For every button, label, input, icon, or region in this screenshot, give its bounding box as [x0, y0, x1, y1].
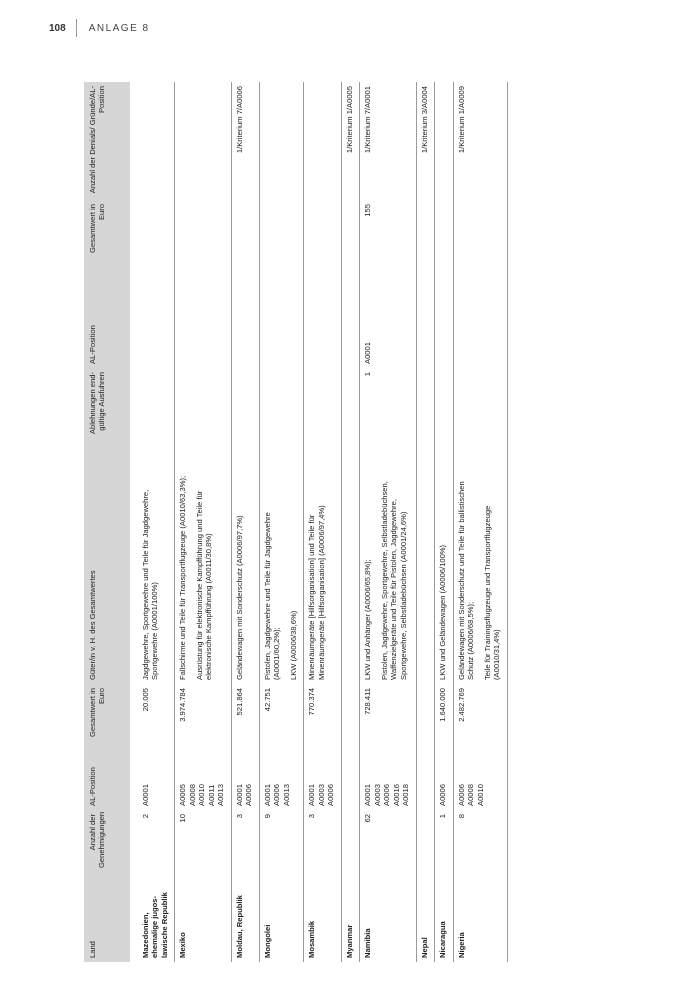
page-number: 108 [49, 22, 66, 34]
cell-gueter [341, 458, 359, 684]
table-row [138, 82, 175, 962]
cell-ablehnungen [175, 368, 231, 458]
cell-ablehnungen [341, 368, 359, 458]
al-code: A0006 [326, 784, 336, 806]
cell-gesamtwert: 1.640.000 [435, 684, 453, 752]
al-code: A0013 [216, 784, 226, 806]
cell-gueter [416, 458, 434, 684]
al-code: A0008 [187, 784, 197, 806]
cell-gueter [453, 458, 507, 684]
col-header-gueter: Güter/in v. H. des Gesamtwertes [84, 458, 130, 684]
cell-al-position-2 [416, 268, 434, 368]
cell-al-position-2: A0001 [360, 268, 416, 368]
gueter-item: Teile für Trainingsflugzeuge und Transportflugzeuge (A0010/31,4%) [482, 505, 502, 680]
gueter-item: Fallschirme und Teile für Transportflugzeuge (A0010/63,3%); [178, 475, 188, 680]
table-header-row [84, 82, 130, 962]
gueter-item: Geländewagen mit Sonderschutz (A0006/97,7%) [234, 515, 244, 680]
cell-gueter [231, 458, 259, 684]
header-divider [76, 19, 77, 37]
col-header-land: Land [84, 872, 130, 962]
col-header-gesamtwert: Gesamtwert in Euro [84, 684, 130, 752]
cell-land: Namibia [360, 872, 416, 962]
cell-al-position-2 [138, 268, 175, 368]
gueter-item: Pistolen, Jagdgewehre und Teile für Jagdgewehre (A0001/60,2%); [262, 512, 282, 680]
cell-anzahl: 9 [259, 810, 303, 872]
col-header-denials: Anzahl der Denials/ Gründe/AL-Position [84, 82, 130, 200]
table-row [304, 82, 341, 962]
cell-anzahl: 3 [304, 810, 341, 872]
gueter-item: Minenräumgeräte [Hilfsorganisation] und Teile für Minenräumgeräte [Hilfsorganisation] (A0006/97,4%) [307, 505, 326, 680]
cell-gesamtwert: 521.864 [231, 684, 259, 752]
cell-gesamtwert: 728.411 [360, 684, 416, 752]
cell-ablehnungen: 1 [360, 368, 416, 458]
gueter-item: LKW und Anhänger (A0006/65,8%); [363, 559, 373, 680]
table-row [435, 82, 453, 962]
cell-land: Nepal [416, 872, 434, 962]
col-header-anzahl: Anzahl der Genehmigungen [84, 810, 130, 872]
table-row [259, 82, 303, 962]
al-code: A0006 [244, 784, 254, 806]
cell-al-position-2 [453, 268, 507, 368]
al-code: A0001 [307, 784, 317, 806]
gueter-item: LKW (A0006/38,6%) [288, 610, 298, 680]
cell-al-position [138, 752, 175, 810]
cell-denials: 1/Kriterium 3/A0004 [416, 82, 434, 200]
cell-anzahl [416, 810, 434, 872]
table-row [360, 82, 416, 962]
cell-ablehnungen [138, 368, 175, 458]
cell-land: Mazedonien, ehemalige jugos-lawische Republik [138, 872, 175, 962]
cell-gesamtwert-2 [416, 200, 434, 268]
al-code: A0006 [456, 784, 466, 806]
cell-denials: 1/Kriterium 1/A0009 [453, 82, 507, 200]
al-code: A0001 [141, 784, 150, 806]
cell-denials: 1/Kriterium 7/A0001 [360, 82, 416, 200]
al-code: A0003 [372, 784, 382, 806]
cell-denials [259, 82, 303, 200]
cell-land: Mongolei [259, 872, 303, 962]
al-code: A0018 [401, 784, 411, 806]
cell-gueter [138, 458, 175, 684]
cell-anzahl: 8 [453, 810, 507, 872]
cell-denials [435, 82, 453, 200]
cell-al-position-2 [175, 268, 231, 368]
gueter-item: Jagdgewehre, Sportgewehre und Teile für Jagdgewehre, Sportgewehre (A0001/100%) [141, 489, 160, 680]
al-code: A0005 [178, 784, 188, 806]
al-code: A0010 [197, 784, 207, 806]
cell-gueter [360, 458, 416, 684]
cell-denials [304, 82, 341, 200]
cell-gesamtwert: 2.482.769 [453, 684, 507, 752]
cell-gesamtwert-2 [435, 200, 453, 268]
al-code: A0001 [262, 784, 272, 806]
cell-gesamtwert: 42.751 [259, 684, 303, 752]
spacer-row [130, 82, 138, 962]
gueter-item: LKW und Geländewagen (A0006/100%) [438, 544, 448, 680]
table-row [175, 82, 231, 962]
al-code: A0008 [466, 784, 476, 806]
cell-al-position [259, 752, 303, 810]
cell-gueter [259, 458, 303, 684]
cell-anzahl: 3 [231, 810, 259, 872]
cell-al-position-2 [259, 268, 303, 368]
cell-gesamtwert: 770.374 [304, 684, 341, 752]
cell-gesamtwert-2 [175, 200, 231, 268]
section-title: ANLAGE 8 [88, 22, 150, 34]
cell-gesamtwert-2 [231, 200, 259, 268]
cell-land: Nicaragua [435, 872, 453, 962]
gueter-item: Geländewagen mit Sonderschutz und Teile für ballistischen Schutz (A0006/68,5%); [456, 481, 476, 680]
col-header-gesamtwert-2: Gesamtwert in Euro [84, 200, 130, 268]
cell-land: Nigeria [453, 872, 507, 962]
col-header-al-position: AL-Position [84, 752, 130, 810]
cell-al-position-2 [231, 268, 259, 368]
cell-denials [138, 82, 175, 200]
cell-al-position [360, 752, 416, 810]
al-code: A0006 [272, 784, 282, 806]
al-code: A0003 [316, 784, 326, 806]
cell-al-position [435, 752, 453, 810]
cell-gesamtwert-2 [138, 200, 175, 268]
gueter-item: Ausrüstung für elektronische Kampfführung und Teile für elektronische Kampfführung (A0011/30,8%) [194, 490, 214, 680]
gueter-item: Pistolen, Jagdgewehre, Sportgewehre, Selbstladebüchsen, Waffenzielgeräte und Teile für Pistolen, Jagdgewehre, Sportgewehre, Selbstladebüchsen (A0001/24,6%) [379, 481, 408, 680]
cell-al-position [453, 752, 507, 810]
cell-ablehnungen [416, 368, 434, 458]
cell-land: Mexiko [175, 872, 231, 962]
table-row [231, 82, 259, 962]
cell-denials [175, 82, 231, 200]
cell-gesamtwert-2: 155 [360, 200, 416, 268]
al-code: A0010 [475, 784, 485, 806]
cell-ablehnungen [231, 368, 259, 458]
cell-ablehnungen [453, 368, 507, 458]
col-header-al-position-2: AL-Position [84, 268, 130, 368]
rotated-table-container [84, 82, 544, 962]
table-body [130, 82, 507, 962]
al-code: A0013 [281, 784, 291, 806]
cell-al-position [416, 752, 434, 810]
cell-anzahl: 10 [175, 810, 231, 872]
cell-gesamtwert-2 [304, 200, 341, 268]
cell-al-position-2 [435, 268, 453, 368]
al-code: A0001 [234, 784, 244, 806]
cell-gesamtwert-2 [341, 200, 359, 268]
al-code: A0011 [206, 784, 216, 806]
cell-gueter [435, 458, 453, 684]
cell-anzahl [341, 810, 359, 872]
cell-al-position-2 [304, 268, 341, 368]
cell-gueter [175, 458, 231, 684]
al-code: A0006 [382, 784, 392, 806]
cell-gesamtwert-2 [453, 200, 507, 268]
cell-gesamtwert-2 [259, 200, 303, 268]
cell-al-position-2 [341, 268, 359, 368]
cell-gesamtwert [416, 684, 434, 752]
cell-land: Myanmar [341, 872, 359, 962]
table-row [341, 82, 359, 962]
cell-anzahl: 62 [360, 810, 416, 872]
cell-ablehnungen [304, 368, 341, 458]
cell-al-position [175, 752, 231, 810]
cell-land: Moldau, Republik [231, 872, 259, 962]
cell-al-position [231, 752, 259, 810]
table-row [416, 82, 434, 962]
cell-anzahl: 2 [138, 810, 175, 872]
cell-al-position [341, 752, 359, 810]
table-row [453, 82, 507, 962]
export-table [84, 82, 508, 962]
cell-denials: 1/Kriterium 1/A0005 [341, 82, 359, 200]
al-code: A0006 [438, 784, 448, 806]
cell-land: Mosambik [304, 872, 341, 962]
cell-ablehnungen [259, 368, 303, 458]
cell-gesamtwert: 20.005 [138, 684, 175, 752]
cell-gesamtwert: 3.974.784 [175, 684, 231, 752]
cell-gesamtwert [341, 684, 359, 752]
page-header [49, 18, 150, 38]
al-code: A0001 [363, 784, 373, 806]
cell-al-position [304, 752, 341, 810]
cell-anzahl: 1 [435, 810, 453, 872]
col-header-ablehnungen: Ablehnungen end-gültige Ausfuhren [84, 368, 130, 458]
cell-denials: 1/Kriterium 7/A0006 [231, 82, 259, 200]
cell-gueter [304, 458, 341, 684]
al-code: A0016 [391, 784, 401, 806]
cell-ablehnungen [435, 368, 453, 458]
